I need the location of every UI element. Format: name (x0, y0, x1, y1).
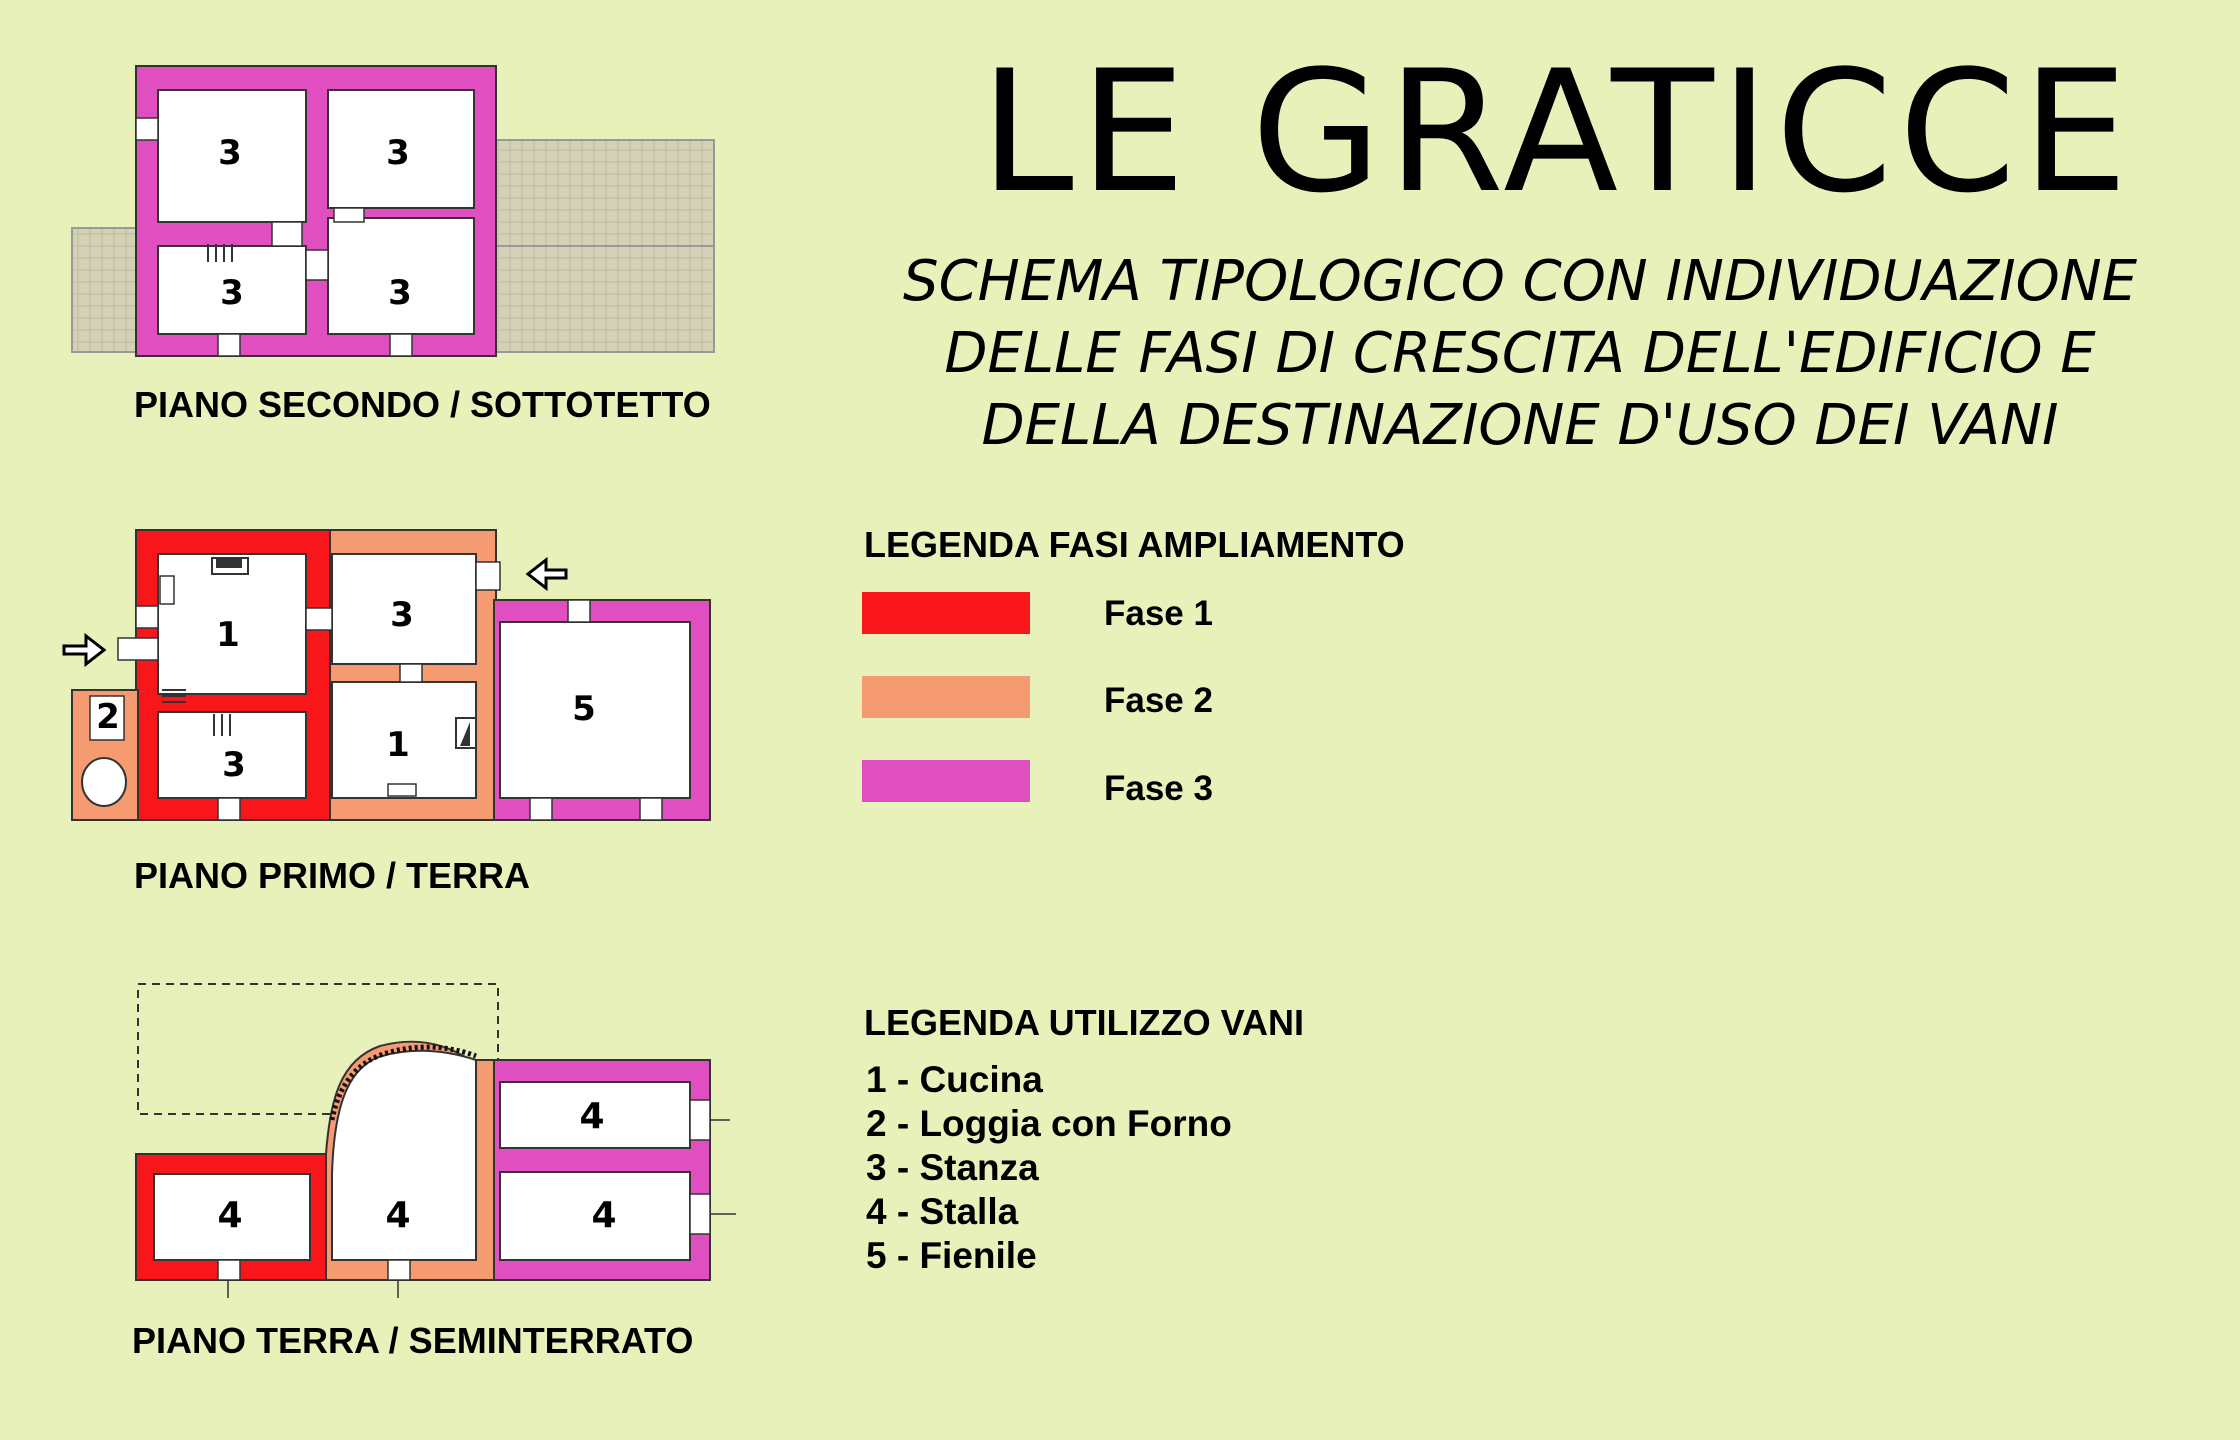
legend-label-fase2: Fase 2 (1104, 681, 1213, 720)
room-number: 3 (388, 273, 412, 313)
legend-label-fase3: Fase 3 (1104, 769, 1213, 808)
legend-label-fase1: Fase 1 (1104, 594, 1213, 633)
room-number: 3 (386, 133, 410, 173)
subtitle-line: DELLA DESTINAZIONE D'USO DEI VANI (981, 393, 2059, 458)
room-number: 1 (386, 725, 410, 765)
room-number: 3 (390, 595, 414, 635)
room-number: 3 (222, 745, 246, 785)
room-number: 4 (579, 1096, 605, 1137)
room-number: 3 (220, 273, 244, 313)
legend-swatch-fase1 (862, 592, 1030, 634)
legend-swatch-fase2 (862, 676, 1030, 718)
list-item: 4 - Stalla (866, 1191, 1019, 1232)
page-subtitle (870, 246, 2170, 462)
entrance-arrow-icon (64, 636, 104, 664)
oven (82, 758, 126, 806)
page-title: LE GRATICCE (980, 34, 2135, 230)
list-item: 3 - Stanza (866, 1147, 1039, 1188)
room-number: 5 (572, 689, 596, 729)
list-item: 2 - Loggia con Forno (866, 1103, 1232, 1144)
plan-ground-floor (0, 960, 760, 1320)
legend-uses-list (866, 1058, 1232, 1278)
plan-label-ground-floor: PIANO TERRA / SEMINTERRATO (132, 1320, 694, 1361)
legend-swatch-fase3 (862, 760, 1030, 802)
room-number: 1 (216, 615, 240, 655)
legend-phases-title: LEGENDA FASI AMPLIAMENTO (864, 524, 1405, 565)
subtitle-line: SCHEMA TIPOLOGICO CON INDIVIDUAZIONE (903, 249, 2137, 314)
subtitle-line: DELLE FASI DI CRESCITA DELL'EDIFICIO E (944, 321, 2096, 386)
plan-label-first-floor: PIANO PRIMO / TERRA (134, 855, 531, 896)
room-number: 4 (385, 1195, 411, 1236)
plan-label-second-floor: PIANO SECONDO / SOTTOTETTO (134, 384, 711, 425)
list-item: 5 - Fienile (866, 1235, 1037, 1276)
room-number: 4 (591, 1195, 617, 1236)
roof-left (72, 228, 140, 352)
legend-uses-title: LEGENDA UTILIZZO VANI (864, 1002, 1304, 1043)
room-number: 2 (96, 697, 120, 737)
list-item: 1 - Cucina (866, 1059, 1043, 1100)
entrance-arrow-icon (528, 560, 566, 588)
plan-second-floor (0, 0, 760, 380)
room-number: 4 (217, 1195, 243, 1236)
room-number: 3 (218, 133, 242, 173)
plan-first-floor (0, 500, 760, 840)
